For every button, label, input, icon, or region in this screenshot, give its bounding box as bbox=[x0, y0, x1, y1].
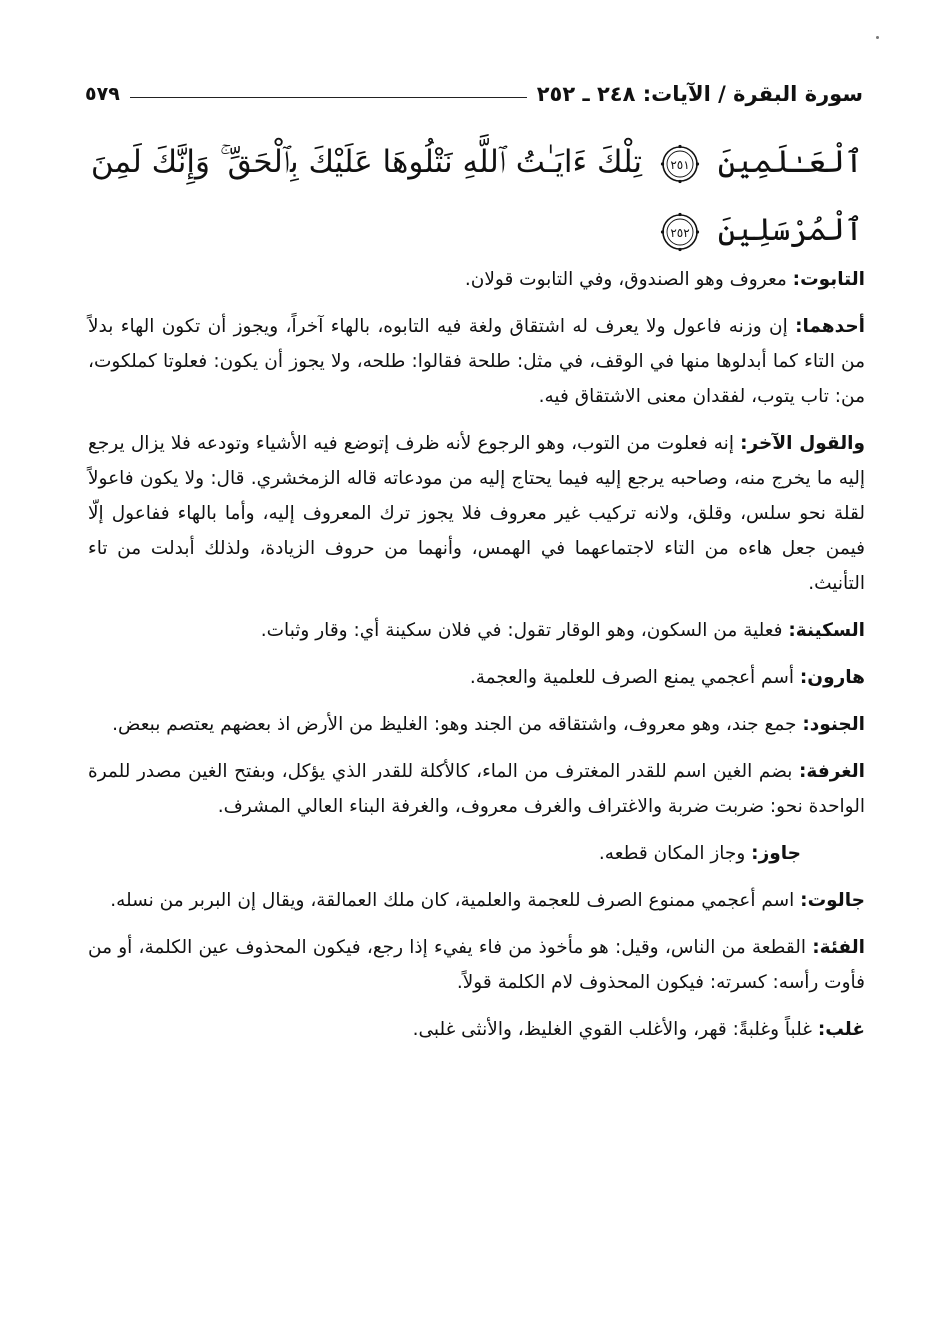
entry-term: التابوت: bbox=[792, 269, 865, 290]
entry-text: جمع جند، وهو معروف، واشتقاقه من الجند وهو: الغليظ من الأرض اذ بعضهم يعتصم ببعض. bbox=[112, 714, 803, 735]
entry-text: اسم أعجمي ممنوع الصرف للعجمة والعلمية، كان ملك العمالقة، ويقال إن البربر من نسله. bbox=[110, 890, 801, 911]
entry-text: أسم أعجمي يمنع الصرف للعلمية والعجمة. bbox=[469, 667, 800, 688]
verse-text: ٱلْعَـٰلَمِينَ bbox=[717, 144, 863, 180]
header-title: سورة البقرة / الآيات: ٢٤٨ ـ ٢٥٢ bbox=[536, 82, 863, 106]
ayah-number: ٢٥١ bbox=[670, 157, 690, 172]
ayah-ornament-icon bbox=[660, 212, 700, 252]
entry-term: جالوت: bbox=[800, 890, 865, 911]
entry-text: القطعة من الناس، وقيل: هو مأخوذ من فاء يفيء إذا رجع، فيكون المحذوف عين الكلمة، أو من فأوت رأسه: كسرته: فيكون المحذوف لام الكلمة قولاً. bbox=[88, 937, 865, 993]
page-number: ٥٧٩ bbox=[85, 83, 120, 105]
entry-term: السكينة: bbox=[788, 620, 865, 641]
header-rule bbox=[130, 97, 527, 98]
entry-term: والقول الآخر: bbox=[740, 433, 865, 454]
entry-text: غلباً وغلبةً: قهر، والأغلب القوي الغليظ، والأنثى غلبى. bbox=[412, 1019, 818, 1040]
entry-text: معروف وهو الصندوق، وفي التابوت قولان. bbox=[464, 269, 793, 290]
entry-text: إنه فعلوت من التوب، وهو الرجوع لأنه ظرف إتوضع فيه الأشياء وتودعه فلا يزال يرجع إليه ما يخرج منه، وصاحبه يرجع إليه فيما يحتاج إليه من مودعاته قاله الزمخشري. قال: ولا يكون فاعولاً لقلة نحو سلس، وقلق، ولانه تركيب غير معروف فلا يجوز ترك المعروف إليه، وأما بالهاء ففاعول إلّا فيمن جعل هاءه من التاء لاجتماعهما في الهمس، وأنهما من حروف الزيادة، ولذلك أبدلت من تاء التأنيث. bbox=[88, 433, 865, 594]
running-header bbox=[85, 74, 863, 114]
entry-term: الجنود: bbox=[802, 714, 865, 735]
entry-text: وجاز المكان قطعه. bbox=[598, 843, 752, 864]
glossary-entry bbox=[88, 660, 865, 695]
entry-text: بضم الغين اسم للقدر المغترف من الماء، كالأكلة للقدر الذي يؤكل، وبفتح الغين مصدر للمرة الواحدة نحو: ضربت ضربة والاغتراف والغرف معروف، والغرفة البناء العالي المشرف. bbox=[88, 761, 865, 817]
entry-term: غلب: bbox=[817, 1019, 865, 1040]
glossary-entry bbox=[88, 1012, 865, 1047]
verse-text: ٱلْمُرْسَلِينَ bbox=[717, 212, 863, 248]
ayah-number-mark bbox=[660, 144, 700, 184]
verse-text: تِلْكَ ءَايَـٰتُ ٱللَّهِ نَتْلُوهَا عَلَيْكَ بِٱلْحَقِّ ۚ وَإِنَّكَ لَمِنَ bbox=[90, 144, 642, 180]
glossary-entry bbox=[88, 309, 865, 414]
glossary-entry bbox=[88, 707, 865, 742]
ayah-ornament-icon bbox=[660, 144, 700, 184]
ayah-number: ٢٥٢ bbox=[670, 225, 690, 240]
glossary-entry bbox=[88, 613, 865, 648]
glossary-entry bbox=[88, 930, 865, 1000]
glossary-entry bbox=[88, 836, 865, 871]
entry-term: الفئة: bbox=[812, 937, 865, 958]
entry-text: إن وزنه فاعول ولا يعرف له اشتقاق ولغة فيه التابوه، بالهاء آخراً، ويجوز أن تكون الهاء بدلاً من التاء كما أبدلوها منها في الوقف، في مثل: طلحة فقالوا: طلحه، ولا يجوز أن يكون: فعلوتا كملكوت، من: تاب يتوب، لفقدان معنى الاشتقاق فيه. bbox=[88, 316, 865, 407]
entry-term: الغرفة: bbox=[799, 761, 865, 782]
glossary-entry bbox=[88, 426, 865, 601]
entry-term: جاوز: bbox=[751, 843, 801, 864]
scan-dot bbox=[876, 36, 879, 39]
glossary-entry bbox=[88, 754, 865, 824]
entry-term: هارون: bbox=[799, 667, 865, 688]
glossary-body bbox=[88, 262, 865, 1059]
ayah-number-mark bbox=[660, 212, 700, 252]
entry-term: أحدهما: bbox=[795, 316, 865, 337]
entry-text: فعلية من السكون، وهو الوقار تقول: في فلان سكينة أي: وقار وثبات. bbox=[260, 620, 789, 641]
quran-verse-block bbox=[90, 128, 863, 264]
glossary-entry bbox=[88, 883, 865, 918]
glossary-entry bbox=[88, 262, 865, 297]
